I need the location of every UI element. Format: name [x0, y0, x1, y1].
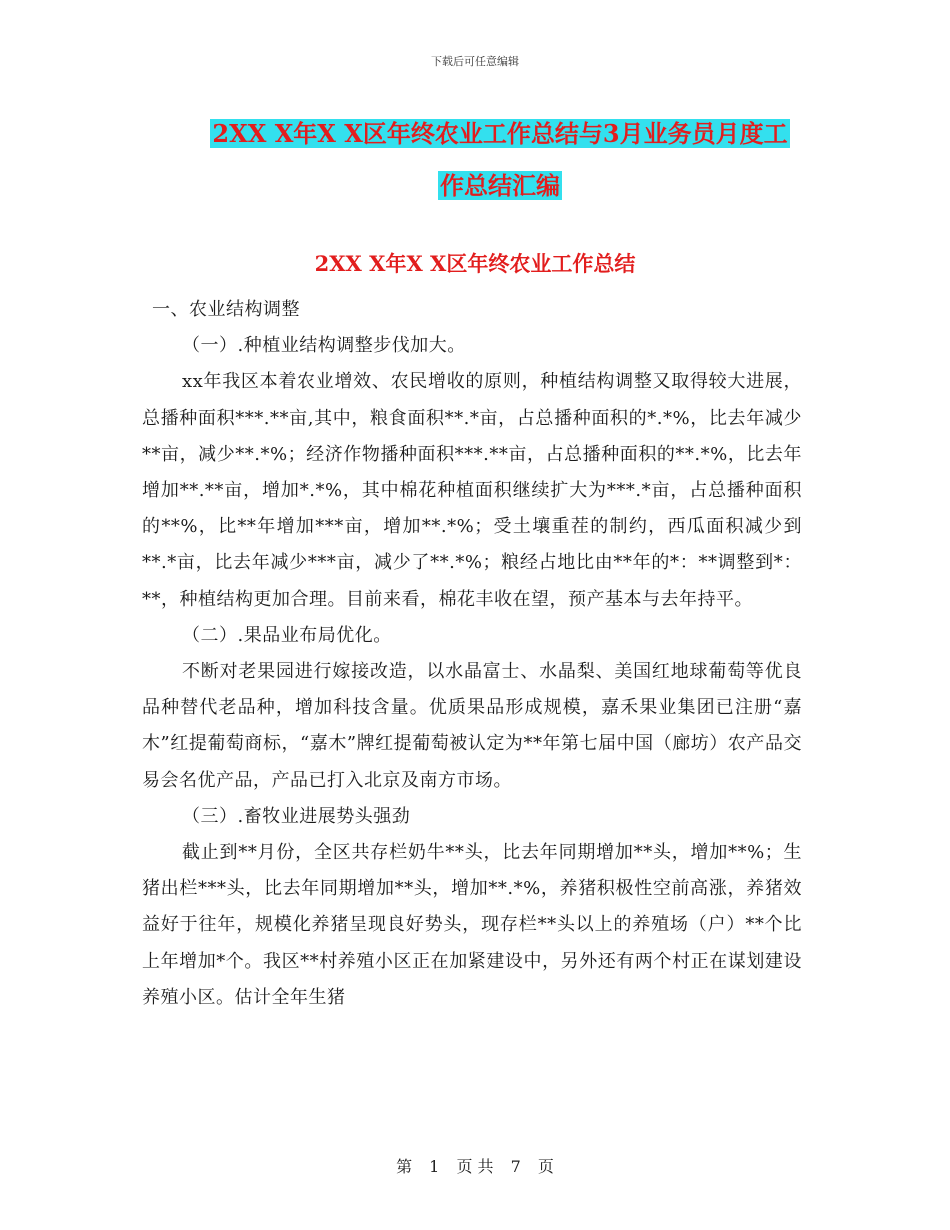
- paragraph-livestock: 截止到**月份，全区共存栏奶牛**头，比去年同期增加**头，增加**%；生猪出栏***头，比去年同期增加**头，增加**.*%，养猪积极性空前高涨，养猪效益好于往年，规模化养猪呈现良好势头，现存栏**头以上的养殖场（户）**个比上年增加*个。我区**村养殖小区正在加紧建设中，另外还有两个村正在谋划建设养殖小区。估计全年生猪: [142, 842, 802, 1008]
- header-note: 下载后可任意编辑: [431, 55, 519, 68]
- page-number: 1: [429, 1157, 440, 1176]
- subheading-planting: （一）.种植业结构调整步伐加大。: [182, 335, 466, 357]
- section-title: 2XX X年X X区年终农业工作总结: [314, 251, 636, 276]
- heading-agri-structure: 一、农业结构调整: [152, 299, 300, 320]
- body-content: [142, 292, 802, 1016]
- total-pages: 7: [510, 1157, 521, 1176]
- subheading-livestock: （三）.畜牧业进展势头强劲: [182, 805, 411, 827]
- document-title: [140, 108, 860, 212]
- footer-prefix: 第: [396, 1157, 413, 1176]
- paragraph-planting: xx年我区本着农业增效、农民增收的原则，种植结构调整又取得较大进展，总播种面积***.**亩,其中，粮食面积**.*亩，占总播种面积的*.*%，比去年减少**亩，减少**.*%；经济作物播种面积***.**亩，占总播种面积的**.*%，比去年增加**.**亩，增加*.*%，其中棉花种植面积继续扩大为***.*亩，占总播种面积的**%，比**年增加***亩，增加**.*%；受土壤重茬的制约，西瓜面积减少到**.*亩，比去年减少***亩，减少了**.*%；粮经占地比由**年的*：**调整到*：**，种植结构更加合理。目前来看，棉花丰收在望，预产基本与去年持平。: [142, 371, 802, 610]
- footer-middle: 页 共: [456, 1157, 494, 1176]
- subheading-fruit: （二）.果品业布局优化。: [182, 624, 392, 646]
- paragraph-fruit: 不断对老果园进行嫁接改造，以水晶富士、水晶梨、美国红地球葡萄等优良品种替代老品种，增加科技含量。优质果品形成规模，嘉禾果业集团已注册“嘉木”红提葡萄商标，“嘉木”牌红提葡萄被认定为**年第七届中国（廊坊）农产品交易会名优产品，产品已打入北京及南方市场。: [142, 661, 802, 791]
- title-line-2: 作总结汇编: [440, 171, 560, 200]
- page-footer: [0, 1154, 950, 1177]
- footer-suffix: 页: [537, 1157, 554, 1176]
- title-line-1: 2XX X年X X区年终农业工作总结与3月业务员月度工: [212, 119, 788, 148]
